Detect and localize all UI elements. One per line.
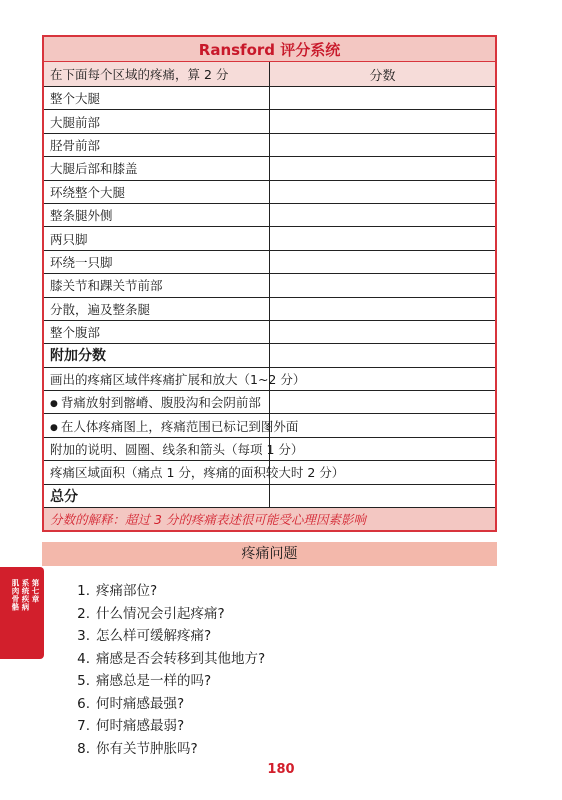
score-cell [270,297,496,320]
table-row [44,461,495,484]
score-cell [270,320,496,343]
list-item [70,625,265,648]
question-text: 你有关节肿胀吗? [96,740,198,757]
bullet-icon: ● [50,422,58,433]
additional-section-row [44,344,495,367]
total-label: 总分 [44,484,270,507]
bullet-icon: ● [50,399,58,410]
additional-item-text: 疼痛区域面积（痛点 1 分，疼痛的面积较大时 2 分） [50,465,345,481]
question-text: 痛感总是一样的吗? [96,673,212,689]
list-item [70,648,265,671]
question-number: 7. [77,718,90,734]
score-cell [270,227,496,250]
region-label: 整条腿外侧 [44,203,270,226]
list-item [70,603,265,626]
chapter-title-line-2: 肌肉骨骼 [11,579,20,611]
table-row [44,180,495,203]
total-row [44,484,495,507]
table-title-row [44,37,495,62]
score-cell [270,414,496,437]
score-cell [270,157,496,180]
table-row [44,274,495,297]
additional-item-text: 附加的说明、圆圈、线条和箭头（每项 1 分） [50,442,304,458]
score-cell [270,180,496,203]
additional-item [44,367,306,390]
additional-item [44,437,304,460]
list-item [70,738,265,761]
question-text: 怎么样可缓解疼痛? [96,628,212,644]
table-row [44,391,495,414]
table-header-row [44,62,495,87]
score-cell [270,274,496,297]
region-label: 胫骨前部 [44,133,270,156]
chapter-tab [0,567,44,659]
question-number: 6. [77,695,90,712]
additional-item-text: 画出的疼痛区域伴疼痛扩展和放大（1~2 分） [50,371,306,387]
interpretation-note: 分数的解释：超过 3 分的疼痛表述很可能受心理因素影响 [44,508,495,531]
question-text: 疼痛部位? [96,583,158,599]
table-row [44,203,495,226]
additional-item [44,461,345,484]
question-text: 何时痛感最弱? [96,718,185,734]
list-item [70,715,265,738]
pain-questions-list [70,580,265,760]
region-label: 整个大腿 [44,87,270,110]
additional-item [44,391,270,414]
score-cell [270,391,496,414]
question-number: 1. [77,583,90,599]
question-text: 痛感是否会转移到其他地方? [96,650,266,667]
question-number: 2. [77,605,90,622]
list-item [70,670,265,693]
additional-title: 附加分数 [44,344,270,367]
total-score-cell [270,484,496,507]
question-number: 8. [77,740,90,757]
question-text: 何时痛感最强? [96,695,185,712]
region-label: 两只脚 [44,227,270,250]
question-number: 3. [77,628,90,644]
table-row [44,414,495,437]
region-label: 环绕整个大腿 [44,180,270,203]
table-row [44,437,495,460]
table-title: Ransford 评分系统 [44,37,495,62]
ransford-table [42,35,497,532]
score-header: 分数 [270,62,496,87]
score-cell [270,87,496,110]
score-cell [270,250,496,273]
list-item [70,693,265,716]
table-row [44,250,495,273]
region-label: 分散，遍及整条腿 [44,297,270,320]
score-cell [270,133,496,156]
additional-item-text: 在人体疼痛图上，疼痛范围已标记到图外面 [60,418,299,434]
additional-item [44,414,299,437]
table-row [44,87,495,110]
region-label: 环绕一只脚 [44,250,270,273]
chapter-title-line-1: 系统疾病 [21,579,30,611]
region-label: 大腿前部 [44,110,270,133]
table-row [44,110,495,133]
question-text: 什么情况会引起疼痛? [96,605,225,622]
question-number: 4. [77,650,90,667]
table-row [44,297,495,320]
table-row [44,227,495,250]
question-number: 5. [77,673,90,689]
chapter-number: 第七章 [31,579,40,603]
list-item [70,580,265,603]
table-row [44,133,495,156]
table-row [44,367,495,390]
table-row [44,320,495,343]
region-label: 整个腹部 [44,320,270,343]
header-instruction: 在下面每个区域的疼痛，算 2 分 [44,62,270,87]
score-cell [270,203,496,226]
region-label: 膝关节和踝关节前部 [44,274,270,297]
score-cell [270,344,496,367]
region-label: 大腿后部和膝盖 [44,157,270,180]
score-cell [270,110,496,133]
additional-item-text: 背痛放射到髂嵴、腹股沟和会阴前部 [60,395,261,411]
interpretation-note-row [44,508,495,531]
table-row [44,157,495,180]
page-number: 180 [267,762,295,777]
pain-questions-heading: 疼痛问题 [42,542,497,566]
